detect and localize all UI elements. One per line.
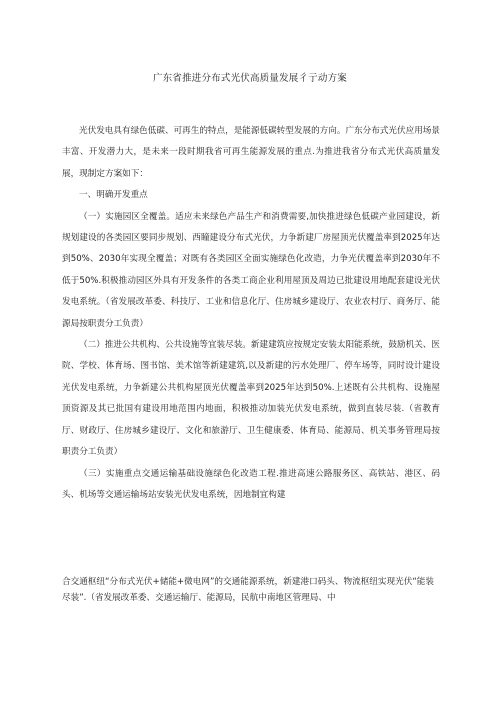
item-2-paragraph: （二）推进公共机构、公共设施等宜装尽装。新建建筑应按规定安装太阳能系统，鼓励机关、医院、学校、体育场、图书馆、美术馆等新建建筑,以及新建的污水处理厂、停车场等，同时设计建设光伏发电系统，力争新建公共机构屋顶光伏覆盖率到2025年达到50%.上述既有公共机构、设施屋顶资源及其已批国有建设用地范围内地面，积极推动加装光伏发电系统，做到直装尽装.（省教育厅、财政厅、住房城乡建设厅、文化和旅游厅、卫生健康委、体育局、能源局、机关事务管理局按职责分工负责） bbox=[62, 340, 440, 458]
item-1-paragraph: （一）实施园区全覆盖。适应未来绿色产品生产和消费需要,加快推进绿色低碳产业园建设，新规划建设的各类园区要同步规划、西瞳建设分布式光伏，力争新建厂房屋顶光伏覆盖率到2025年达到50%、2030年实现全覆盖；对既有各类园区全面实施绿色化改造，力争光伏覆盖率到2030年不低于50%.积极推动园区外具有开发条件的各类工商企业利用屋顶及周边已批建设用地配套建设光伏发电系统。（省发展改革委、科技厅、工业和信息化厅、住房城乡建设厅、农业农村厅、商务厅、能源局按职责分工负责） bbox=[62, 211, 440, 329]
document-body-continued bbox=[62, 574, 434, 606]
document-title: 广东省推进分布式光伏高质量发展彳亍动方案 bbox=[152, 73, 347, 84]
item-3-continued: 合交通枢纽“分布式光伏+储能+微电网”的交通能源系统，新建港口码头、物流枢纽实现光伏“能装尽装”.（省发展改革委、交通运输厅、能源局，民航中南地区管理局、中 bbox=[62, 577, 434, 603]
intro-paragraph: 光伏发电具有绿色低碳、可再生的特点，是能源低碳转型发展的方向。广东分布式光伏应用场景丰富、开发潜力大，是未来一段时期我省可再生能源发展的重点.为推进我省分布式光伏高质量发展，现制定方案如下： bbox=[62, 126, 440, 179]
item-3-paragraph: （三）实施重点交通运输基础设施绿色化改造工程.推进高速公路服务区、高铁站、港区、码头、机场等交通运输场站安装光伏发电系统，因地制宜构建 bbox=[62, 468, 440, 500]
section-heading: 一、明确开发重点 bbox=[79, 190, 148, 201]
document-body bbox=[62, 121, 440, 506]
